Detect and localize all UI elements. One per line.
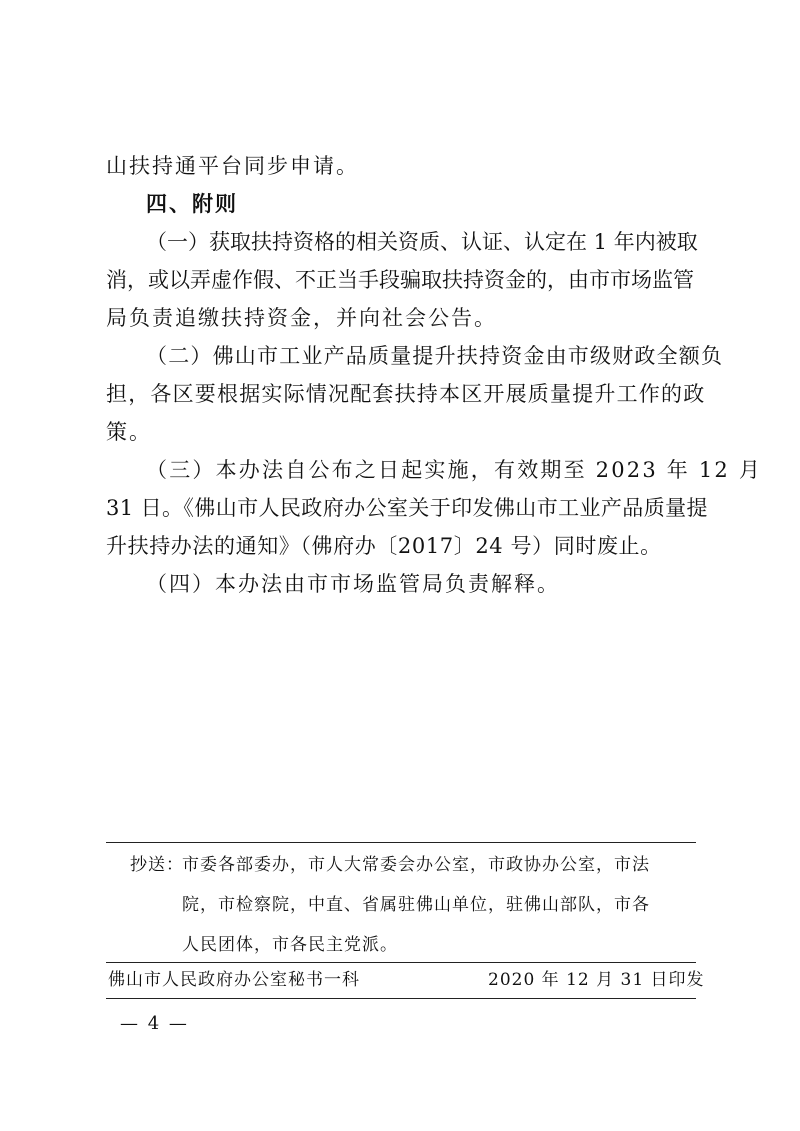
section-heading-supplementary: 四、附则	[146, 192, 238, 216]
cc-line-1: 市委各部委办，市人大常委会办公室，市政协办公室，市法	[182, 855, 650, 875]
body-line-8: 策。	[106, 420, 152, 444]
footer-bottom-rule	[106, 998, 696, 999]
body-line-4-text: 消，或以弄虚作假、不正当手段骗取扶持资金的，由市市场监管	[106, 268, 694, 292]
body-line-7: 担，各区要根据实际情况配套扶持本区开展质量提升工作的政	[106, 382, 706, 406]
page-number: — 4 —	[120, 1013, 189, 1034]
cc-line-3: 人民团体，市各民主党派。	[182, 935, 398, 955]
cc-label: 抄送：	[130, 855, 184, 875]
body-line-3	[146, 228, 698, 256]
body-line-5: 局负责追缴扶持资金，并向社会公告。	[106, 306, 497, 330]
body-line-6: （二）佛山市工业产品质量提升扶持资金由市级财政全额负	[146, 344, 724, 368]
body-line-10: 31 日。《佛山市人民政府办公室关于印发佛山市工业产品质量提	[106, 496, 708, 520]
cc-top-rule	[106, 842, 696, 843]
cc-line-2: 院，市检察院，中直、省属驻佛山单位，驻佛山部队，市各	[182, 895, 650, 915]
issuer-office: 佛山市人民政府办公室秘书一科	[108, 970, 360, 990]
body-line-11: 升扶持办法的通知》（佛府办〔2017〕24 号）同时废止。	[106, 534, 662, 558]
body-line-1: 山扶持通平台同步申请。	[106, 154, 359, 178]
body-line-9: （三）本办法自公布之日起实施，有效期至 2023 年 12 月	[146, 458, 763, 482]
body-line-12: （四）本办法由市市场监管局负责解释。	[146, 572, 560, 596]
issue-date: 2020 年 12 月 31 日印发	[488, 970, 705, 990]
body-line-4	[106, 266, 694, 294]
body-line-3-text: （一）获取扶持资格的相关资质、认证、认定在 1 年内被取	[146, 230, 698, 254]
footer-top-rule	[106, 962, 696, 963]
